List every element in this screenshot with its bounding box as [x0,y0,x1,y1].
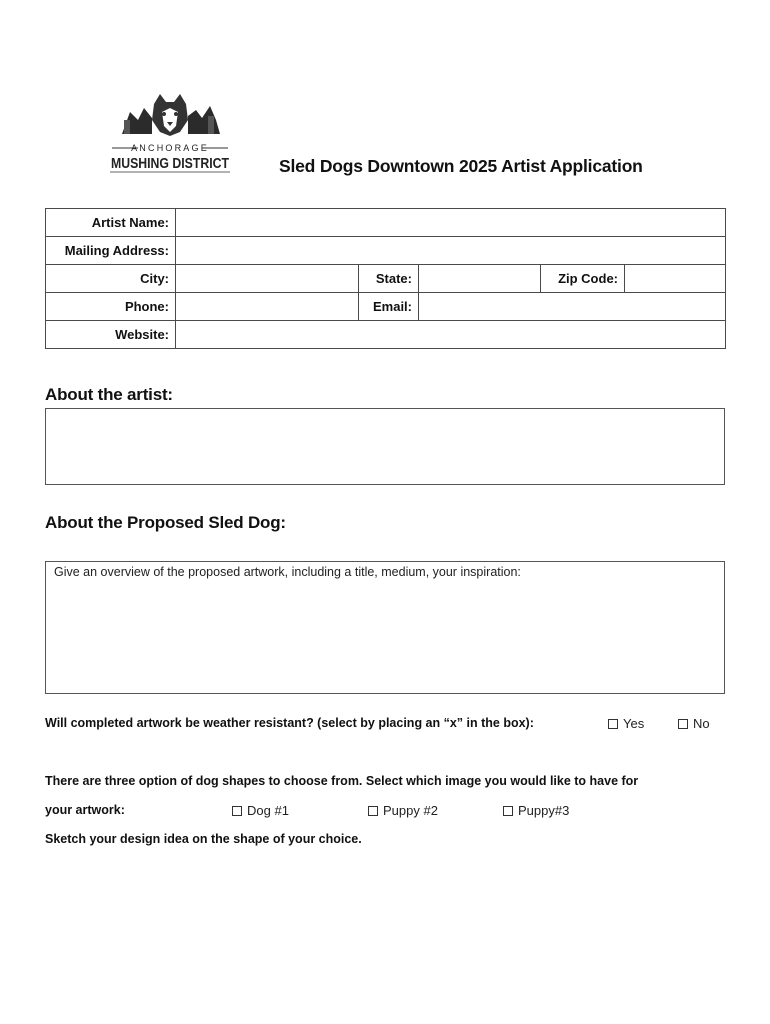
checkbox-icon[interactable] [232,806,242,816]
website-label: Website: [46,321,176,349]
contact-info-table [45,208,726,349]
email-label: Email: [359,293,419,321]
shape-option-puppy-2[interactable] [368,803,438,818]
state-label: State: [359,265,419,293]
table-row [46,321,726,349]
checkbox-icon[interactable] [503,806,513,816]
checkbox-icon[interactable] [368,806,378,816]
proposed-artwork-textbox[interactable] [45,561,725,694]
checkbox-icon[interactable] [608,719,618,729]
table-row [46,209,726,237]
state-field[interactable] [419,265,541,293]
zip-code-label: Zip Code: [541,265,625,293]
option-label: Yes [623,716,645,731]
phone-field[interactable] [176,293,359,321]
shapes-intro: There are three option of dog shapes to choose from. Select which image you would like to have for [45,774,639,788]
shape-option-puppy-3[interactable] [503,803,569,818]
shape-option-dog-1[interactable] [232,803,289,818]
website-field[interactable] [176,321,726,349]
mailing-address-label: Mailing Address: [46,237,176,265]
sketch-note: Sketch your design idea on the shape of your choice. [45,832,362,846]
weather-option-yes[interactable] [608,716,644,731]
phone-label: Phone: [46,293,176,321]
option-label: Puppy #2 [383,803,438,818]
weather-question: Will completed artwork be weather resistant? (select by placing an “x” in the box): [45,716,534,730]
option-label: No [693,716,710,731]
about-artist-textbox[interactable] [45,408,725,485]
husky-mountains-logo-icon [108,90,232,174]
artist-name-field[interactable] [176,209,726,237]
artist-name-label: Artist Name: [46,209,176,237]
svg-text:MUSHING DISTRICT [111,156,229,172]
proposed-artwork-prompt: Give an overview of the proposed artwork, including a title, medium, your inspiration: [54,565,521,579]
logo-line2: MUSHING DISTRICT [111,156,230,172]
table-row [46,293,726,321]
option-label: Dog #1 [247,803,289,818]
weather-option-no[interactable] [678,716,710,731]
city-label: City: [46,265,176,293]
anchorage-mushing-district-logo [108,90,232,174]
zip-code-field[interactable] [625,265,726,293]
option-label: Puppy#3 [518,803,570,818]
logo-line1: ANCHORAGE [131,143,209,153]
table-row [46,265,726,293]
about-dog-heading: About the Proposed Sled Dog: [45,513,286,532]
mailing-address-field[interactable] [176,237,726,265]
page-title: Sled Dogs Downtown 2025 Artist Application [279,156,643,176]
city-field[interactable] [176,265,359,293]
email-field[interactable] [419,293,726,321]
about-artist-heading: About the artist: [45,385,173,404]
table-row [46,237,726,265]
shapes-lead: your artwork: [45,803,125,817]
checkbox-icon[interactable] [678,719,688,729]
svg-text:ANCHORAGE [131,143,209,153]
